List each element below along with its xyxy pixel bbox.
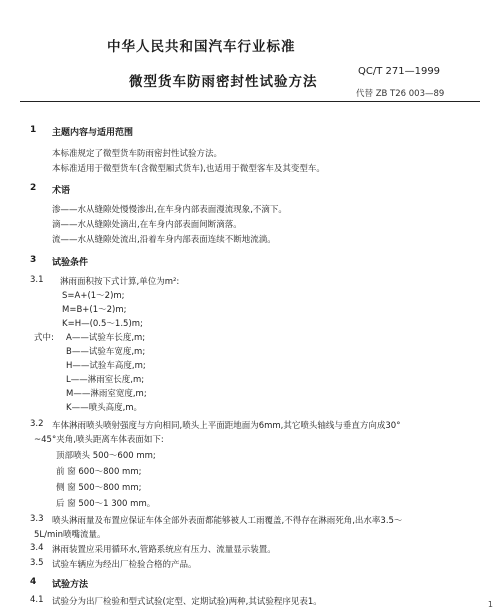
formula-s: S=A+(1～2)m; [62,291,125,301]
clause-3-2-text: 车体淋雨喷头喷射强度与方向相同,喷头上平面距地面为6mm,其它喷头轴线与垂直方向成30° [52,421,401,431]
clause-3-4-number: 3.4 [30,543,44,553]
header-rule [20,101,480,102]
clause-3-1-text: 淋雨面积按下式计算,单位为m²: [60,277,180,287]
section-3-heading: 试验条件 [52,258,89,268]
document-title: 微型货车防雨密封性试验方法 [129,74,318,90]
section-4-number: 4 [30,577,37,587]
formula-k: K=H—(0.5～1.5)m; [62,319,143,329]
section-2-line-3: 流——水从缝隙处流出,沿着车身内部表面连续不断地流淌。 [52,235,276,245]
section-2-heading: 术语 [52,186,71,196]
section-2-line-1: 渗——水从缝隙处慢慢渗出,在车身内部表面漫流现象,不滴下。 [52,205,287,215]
replaces-note: 代替 ZB T26 003—89 [356,89,445,99]
section-3-number: 3 [30,255,37,265]
section-2-number: 2 [30,183,37,193]
page-number: 1 [487,600,493,609]
clause-4-1-text: 试验分为出厂检验和型式试验(定型、定期试验)两种,其试验程序见表1。 [52,597,322,607]
var-a: A——试验车长度,m; [66,333,146,343]
section-1-line-2: 本标准适用于微型货车(含微型厢式货车),也适用于微型客车及其变型车。 [52,164,325,174]
var-m: M——淋雨室宽度,m; [66,389,147,399]
section-4-heading: 试验方法 [52,580,89,590]
clause-3-3-text-cont: 5L/min喷嘴流量。 [34,530,106,540]
var-k: K——喷头高度,m。 [66,403,143,413]
clause-3-4-text: 淋雨装置应采用循环水,管路系统应有压力、流量显示装置。 [52,545,276,555]
clause-3-3-text: 喷头淋雨量及布置应保证车体全部外表面都能够被人工雨覆盖,不得存在淋雨死角,出水率3.5～ [52,516,403,526]
clause-3-2-number: 3.2 [30,419,44,429]
clause-3-1-number: 3.1 [30,275,44,285]
clause-3-2-text-cont: ~45°夹角,喷头距离车体表面如下: [34,435,164,445]
formula-m: M=B+(1～2)m; [62,305,127,315]
section-2-line-2: 滴——水从缝隙处滴出,在车身内部表面间断滴落。 [52,220,242,230]
standard-number: QC/T 271—1999 [358,66,441,77]
section-1-heading: 主题内容与适用范围 [52,128,134,138]
clause-3-5-text: 试验车辆应为经出厂检验合格的产品。 [52,560,197,570]
clause-3-5-number: 3.5 [30,558,44,568]
var-l: L——淋雨室长度,m; [66,375,145,385]
distance-side: 侧 窗 500～800 mm; [56,483,142,493]
distance-rear: 后 窗 500～1 300 mm。 [56,499,156,509]
where-label: 式中: [34,333,54,343]
distance-top: 顶部喷头 500～600 mm; [56,451,156,461]
clause-4-1-number: 4.1 [30,595,44,605]
section-1-line-1: 本标准规定了微型货车防雨密封性试验方法。 [52,149,223,159]
var-b: B——试验车宽度,m; [66,347,146,357]
clause-3-3-number: 3.3 [30,514,44,524]
section-1-number: 1 [30,125,37,135]
var-h: H——试验车高度,m; [66,361,146,371]
ministry-header: 中华人民共和国汽车行业标准 [107,39,296,55]
distance-front: 前 窗 600～800 mm; [56,467,142,477]
